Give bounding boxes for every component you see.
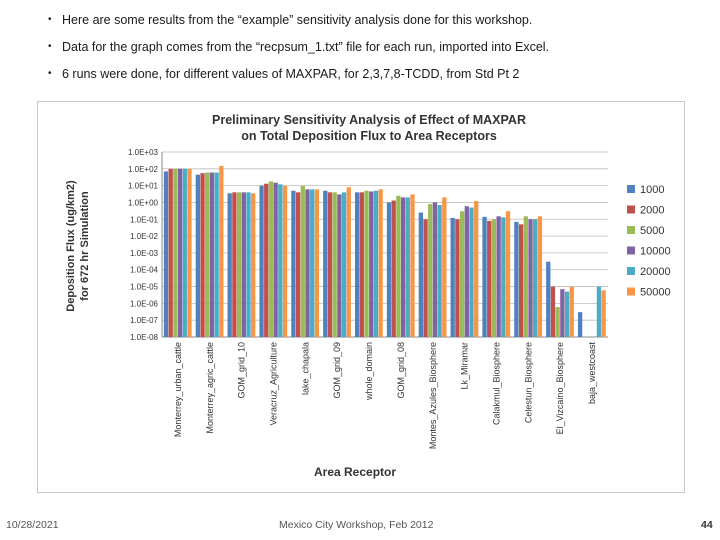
bar — [524, 216, 528, 337]
bullet-item — [44, 39, 704, 55]
bullet-text: Data for the graph comes from the “recpsum_1.txt” file for each run, imported into Excel. — [62, 40, 550, 54]
bar — [506, 211, 510, 337]
bar — [601, 290, 605, 337]
bar — [514, 222, 518, 337]
x-axis-label: Area Receptor — [313, 465, 397, 479]
bar — [556, 307, 560, 337]
y-tick-label: 1.0E-08 — [129, 333, 158, 342]
bar — [392, 201, 396, 337]
bar — [183, 169, 187, 337]
legend-swatch — [627, 288, 635, 296]
bar — [378, 189, 382, 337]
bar — [396, 196, 400, 337]
chart-title-line1: Preliminary Sensitivity Analysis of Effect of MAXPAR — [212, 113, 526, 127]
bar — [428, 204, 432, 337]
bar — [164, 171, 168, 337]
bar — [442, 197, 446, 337]
bar — [242, 192, 246, 337]
y-tick-label: 1.0E-02 — [129, 232, 158, 242]
bar — [178, 169, 182, 337]
bar — [328, 192, 332, 337]
bar — [364, 191, 368, 337]
bullet-icon: • — [48, 41, 52, 52]
bullet-text: 6 runs were done, for different values of MAXPAR, for 2,3,7,8-TCDD, from Std Pt 2 — [62, 67, 520, 81]
bar — [410, 194, 414, 337]
bar — [210, 173, 214, 337]
bar — [578, 312, 582, 337]
x-tick-label: Calakmul_Biosphere — [491, 342, 502, 426]
bar — [347, 187, 351, 337]
bar — [374, 191, 378, 337]
bar — [278, 184, 282, 337]
y-tick-label: 1.0E+02 — [127, 164, 158, 174]
bar — [406, 197, 410, 337]
bar — [187, 169, 191, 337]
x-tick-label: GOM_grid_10 — [236, 342, 247, 399]
bar — [219, 166, 223, 337]
bar — [355, 192, 359, 337]
legend-swatch — [627, 267, 635, 275]
x-tick-label: Celestun_Biosphere — [523, 342, 534, 424]
bar — [519, 224, 523, 337]
bar — [214, 173, 218, 337]
plot-area — [128, 148, 608, 449]
y-tick-label: 1.0E-06 — [129, 299, 158, 309]
bar — [301, 186, 305, 337]
bar — [597, 287, 601, 337]
bar — [237, 192, 241, 337]
legend-label: 20000 — [640, 266, 671, 278]
bar — [200, 173, 204, 337]
legend-label: 1000 — [640, 184, 665, 196]
y-tick-label: 1.0E-04 — [129, 265, 158, 275]
bar — [246, 192, 250, 337]
bar — [259, 186, 263, 337]
bar — [533, 219, 537, 337]
bar — [291, 191, 295, 337]
legend-swatch — [627, 206, 635, 214]
x-tick-label: Lk_Miramar — [459, 342, 470, 390]
x-tick-label: Monterrey_urban_cattle — [172, 342, 183, 438]
bar — [251, 193, 255, 337]
y-tick-label: 1.0E+03 — [127, 148, 158, 157]
bar — [451, 218, 455, 337]
bar — [337, 194, 341, 337]
bar — [360, 192, 364, 337]
y-tick-label: 1.0E+00 — [127, 198, 158, 208]
legend-label: 5000 — [640, 225, 665, 237]
bar — [433, 202, 437, 337]
footer-title: Mexico City Workshop, Feb 2012 — [279, 519, 434, 531]
page-number: 44 — [701, 519, 713, 531]
bar — [369, 191, 373, 337]
bar — [310, 189, 314, 337]
chart-svg — [38, 102, 684, 492]
legend-swatch — [627, 247, 635, 255]
bar — [570, 287, 574, 337]
x-tick-label: Veracruz_Agriculture — [268, 342, 279, 426]
bar — [333, 192, 337, 337]
bar — [232, 192, 236, 337]
bar — [196, 175, 200, 337]
bar — [401, 197, 405, 337]
bullet-icon: • — [48, 14, 52, 25]
bar — [538, 216, 542, 337]
bar — [323, 191, 327, 337]
chart-title-line2: on Total Deposition Flux to Area Receptors — [241, 129, 497, 143]
x-tick-label: lake_chapala — [300, 342, 311, 396]
bar — [546, 262, 550, 337]
bar — [501, 217, 505, 337]
x-tick-label: GOM_grid_09 — [332, 342, 343, 399]
legend-swatch — [627, 185, 635, 193]
y-tick-label: 1.0E-07 — [129, 316, 158, 326]
bar — [305, 189, 309, 337]
bar — [497, 216, 501, 337]
bar — [487, 221, 491, 337]
bar — [560, 289, 564, 337]
footer-date: 10/28/2021 — [6, 519, 59, 531]
y-tick-label: 1.0E-03 — [129, 248, 158, 258]
bar — [528, 219, 532, 337]
bar — [274, 183, 278, 337]
bar — [173, 169, 177, 337]
x-tick-label: Monterrey_agric_cattle — [204, 342, 215, 434]
bar — [437, 205, 441, 337]
bullet-item — [44, 66, 704, 82]
chart-frame — [37, 101, 685, 493]
x-tick-label: baja_westcoast — [587, 342, 598, 405]
legend — [627, 184, 671, 299]
x-tick-label: El_Vizcaino_Biosphere — [555, 342, 566, 435]
bullet-icon: • — [48, 68, 52, 79]
y-axis-label-line2: for 672 hr Simulation — [79, 191, 91, 301]
bar — [205, 173, 209, 337]
bullet-list — [44, 12, 704, 93]
bar — [455, 219, 459, 337]
bar — [551, 287, 555, 337]
y-tick-label: 1.0E-05 — [129, 282, 158, 292]
x-tick-label: whole_domain — [364, 342, 375, 401]
bar — [387, 202, 391, 337]
bar — [296, 192, 300, 337]
legend-label: 10000 — [640, 245, 671, 258]
y-axis-label-line1: Deposition Flux (ug/km2) — [65, 180, 77, 312]
legend-label: 2000 — [640, 204, 665, 217]
bar — [264, 184, 268, 337]
x-tick-label: Montes_Azules_Biosphere — [427, 342, 438, 450]
bar — [419, 213, 423, 337]
bar — [465, 206, 469, 337]
legend-label: 50000 — [640, 286, 671, 299]
bullet-text: Here are some results from the “example” sensitivity analysis done for this workshop. — [62, 13, 533, 27]
x-tick-label: GOM_grid_08 — [395, 342, 406, 399]
legend-swatch — [627, 226, 635, 234]
bar — [169, 169, 173, 337]
bar — [269, 181, 273, 337]
bullet-item — [44, 12, 704, 28]
bar — [469, 208, 473, 337]
bar — [492, 219, 496, 337]
bar — [565, 292, 569, 337]
bar — [283, 186, 287, 337]
y-tick-label: 1.0E+01 — [127, 181, 158, 191]
bar — [474, 201, 478, 337]
y-tick-label: 1.0E-01 — [129, 215, 158, 225]
bar — [228, 193, 232, 337]
bar — [460, 211, 464, 337]
bar — [315, 189, 319, 337]
bar — [482, 217, 486, 337]
bar — [423, 219, 427, 337]
bar — [342, 192, 346, 337]
